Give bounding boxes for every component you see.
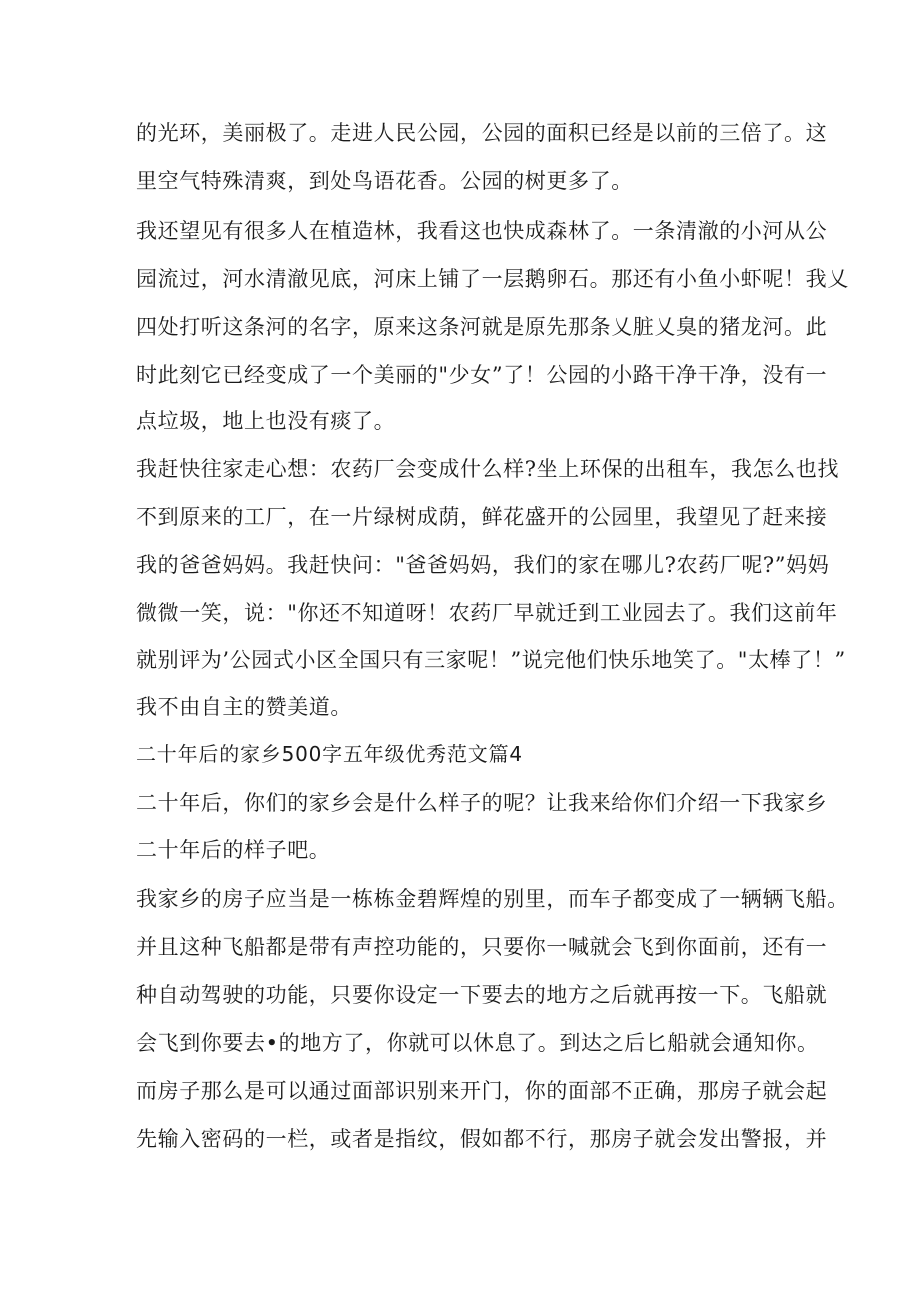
text-line: 我的爸爸妈妈。我赶快问："爸爸妈妈，我们的家在哪儿?农药厂呢?”妈妈 — [136, 553, 830, 577]
text-line: 我赶快往家走心想：农药厂会变成什么样?坐上环保的出租车，我怎么也找 — [136, 457, 840, 481]
text-line: 点垃圾，地上也没有痰了。 — [136, 409, 396, 433]
text-line: 里空气特殊清爽，到处鸟语花香。公园的树更多了。 — [136, 169, 633, 193]
text-line: 而房子那么是可以通过面部识别来开门，你的面部不正确，那房子就会起 — [136, 1079, 828, 1103]
text-line: 我还望见有很多人在植造林，我看这也快成森林了。一条清澈的小河从公 — [136, 219, 828, 243]
text-line: 四处打听这条河的名字，原来这条河就是原先那条乂脏乂臭的猪龙河。此 — [136, 315, 828, 339]
text-line: 并且这种飞船都是带有声控功能的，只要你一喊就会飞到你面前，还有一 — [136, 935, 828, 959]
text-line: 我不由自主的赞美道。 — [136, 695, 352, 719]
text-line: 就别评为’公园式小区全国只有三家呢！”说完他们快乐地笑了。"太棒了！” — [136, 648, 846, 672]
text-line: 种自动驾驶的功能，只要你设定一下要去的地方之后就再按一下。飞船就 — [136, 983, 828, 1007]
section-heading: 二十年后的家乡500字五年级优秀范文篇4 — [136, 742, 523, 766]
text-line: 二十年后的样子吧。 — [136, 838, 331, 862]
text-line: 时此刻它已经变成了一个美丽的"少女”了！公园的小路干净干净，没有一 — [136, 363, 828, 387]
text-line: 的光环，美丽极了。走进人民公园，公园的面积已经是以前的三倍了。这 — [136, 121, 828, 145]
text-line: 先输入密码的一栏，或者是指纹，假如都不行，那房子就会发出警报，并 — [136, 1127, 828, 1151]
text-line: 会飞到你要去•的地方了，你就可以休息了。到达之后匕船就会通知你。 — [136, 1031, 819, 1055]
text-line: 不到原来的工厂，在一片绿树成荫，鲜花盛开的公园里，我望见了赶来接 — [136, 505, 828, 529]
text-line: 微微一笑，说："你还不知道呀！农药厂早就迁到工业园去了。我们这前年 — [136, 601, 838, 625]
text-line: 二十年后，你们的家乡会是什么样子的呢？让我来给你们介绍一下我家乡 — [136, 791, 828, 815]
text-line: 我家乡的房子应当是一栋栋金碧辉煌的别里，而车子都变成了一辆辆飞船。 — [136, 887, 849, 911]
text-line: 园流过，河水清澈见底，河床上铺了一层鹅卵石。那还有小鱼小虾呢！我乂 — [136, 267, 849, 291]
